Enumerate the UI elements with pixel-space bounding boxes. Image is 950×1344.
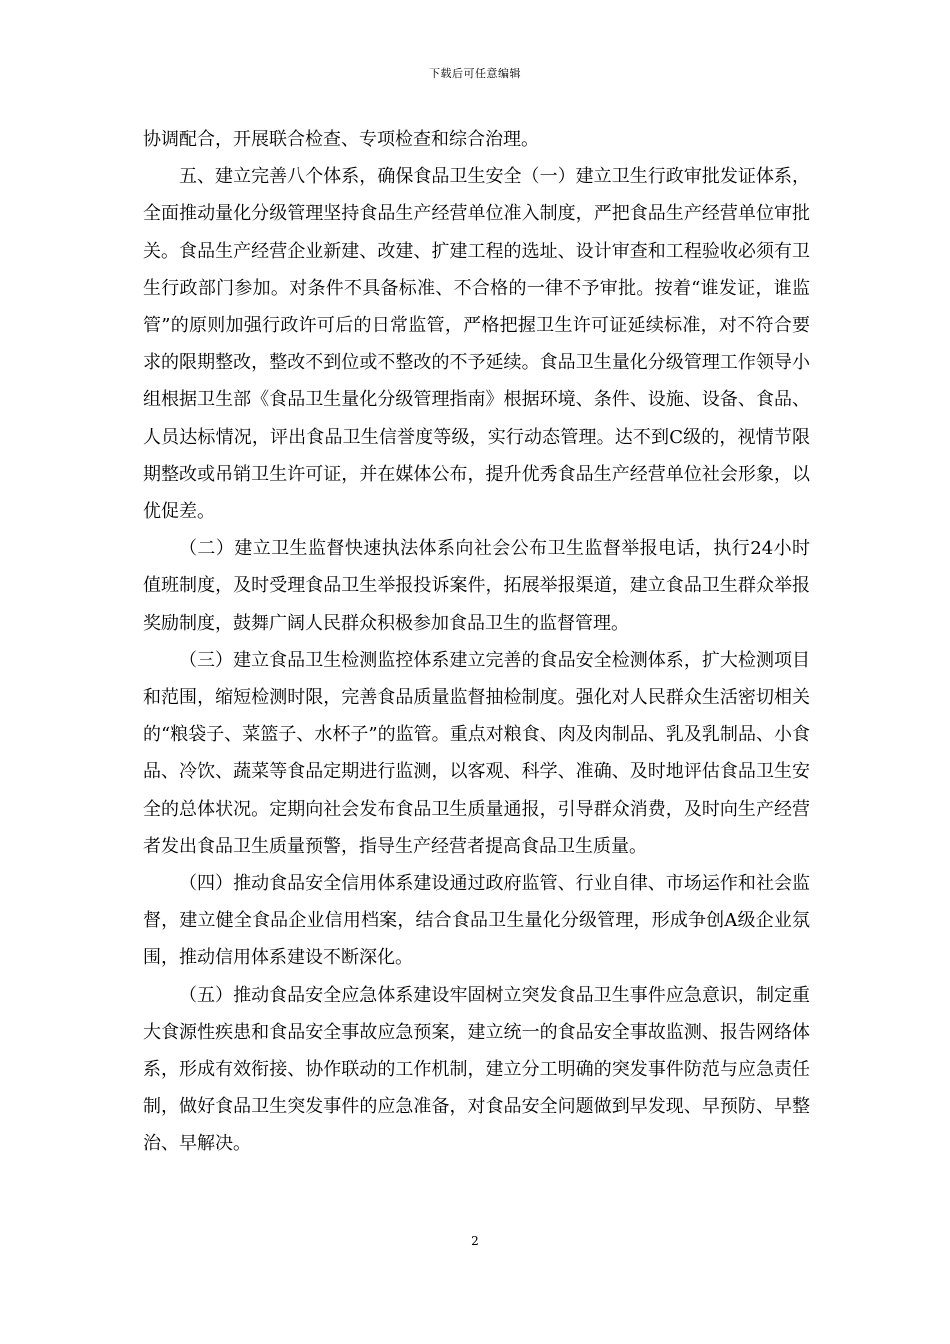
paragraph-5: （四）推动食品安全信用体系建设通过政府监管、行业自律、市场运作和社会监督，建立健全食品企业信用档案，结合食品卫生量化分级管理，形成争创A级企业氛围，推动信用体系建设不断深化。 — [143, 873, 810, 969]
paragraph-6: （五）推动食品安全应急体系建设牢固树立突发食品卫生事件应急意识，制定重大食源性疾患和食品安全事故应急预案，建立统一的食品安全事故监测、报告网络体系，形成有效衔接、协作联动的工作机制，建立分工明确的突发事件防范与应急责任制，做好食品卫生突发事件的应急准备，对食品安全问题做到早发现、早预防、早整治、早解决。 — [143, 984, 810, 1155]
paragraph-4: （三）建立食品卫生检测监控体系建立完善的食品安全检测体系，扩大检测项目和范围，缩短检测时限，完善食品质量监督抽检制度。强化对人民群众生活密切相关的“粮袋子、菜篮子、水杯子”的监管。重点对粮食、肉及肉制品、乳及乳制品、小食品、冷饮、蔬菜等食品定期进行监测，以客观、科学、准确、及时地评估食品卫生安全的总体状况。定期向社会发布食品卫生质量通报，引导群众消费，及时向生产经营者发出食品卫生质量预警，指导生产经营者提高食品卫生质量。 — [143, 649, 810, 857]
page-number: 2 — [471, 1234, 479, 1248]
paragraph-2: 五、建立完善八个体系，确保食品卫生安全（一）建立卫生行政审批发证体系，全面推动量化分级管理坚持食品生产经营单位准入制度，严把食品生产经营单位审批关。食品生产经营企业新建、改建、扩建工程的选址、设计审查和工程验收必须有卫生行政部门参加。对条件不具备标准、不合格的一律不予审批。按着“谁发证，谁监管”的原则加强行政许可后的日常监管，严格把握卫生许可证延续标准，对不符合要求的限期整改，整改不到位或不整改的不予延续。食品卫生量化分级管理工作领导小组根据卫生部《食品卫生量化分级管理指南》根据环境、条件、设施、设备、食品、人员达标情况，评出食品卫生信誉度等级，实行动态管理。达不到C级的，视情节限期整改或吊销卫生许可证，并在媒体公布，提升优秀食品生产经营单位社会形象，以优促差。 — [143, 166, 810, 523]
paragraph-3: （二）建立卫生监督快速执法体系向社会公布卫生监督举报电话，执行24小时值班制度，及时受理食品卫生举报投诉案件，拓展举报渠道，建立食品卫生群众举报奖励制度，鼓舞广阔人民群众积极参加食品卫生的监督管理。 — [143, 538, 810, 634]
page-header: 下载后可任意编辑 — [429, 67, 521, 80]
document-body — [143, 121, 810, 1163]
paragraph-1: 协调配合，开展联合检查、专项检查和综合治理。 — [143, 129, 539, 150]
